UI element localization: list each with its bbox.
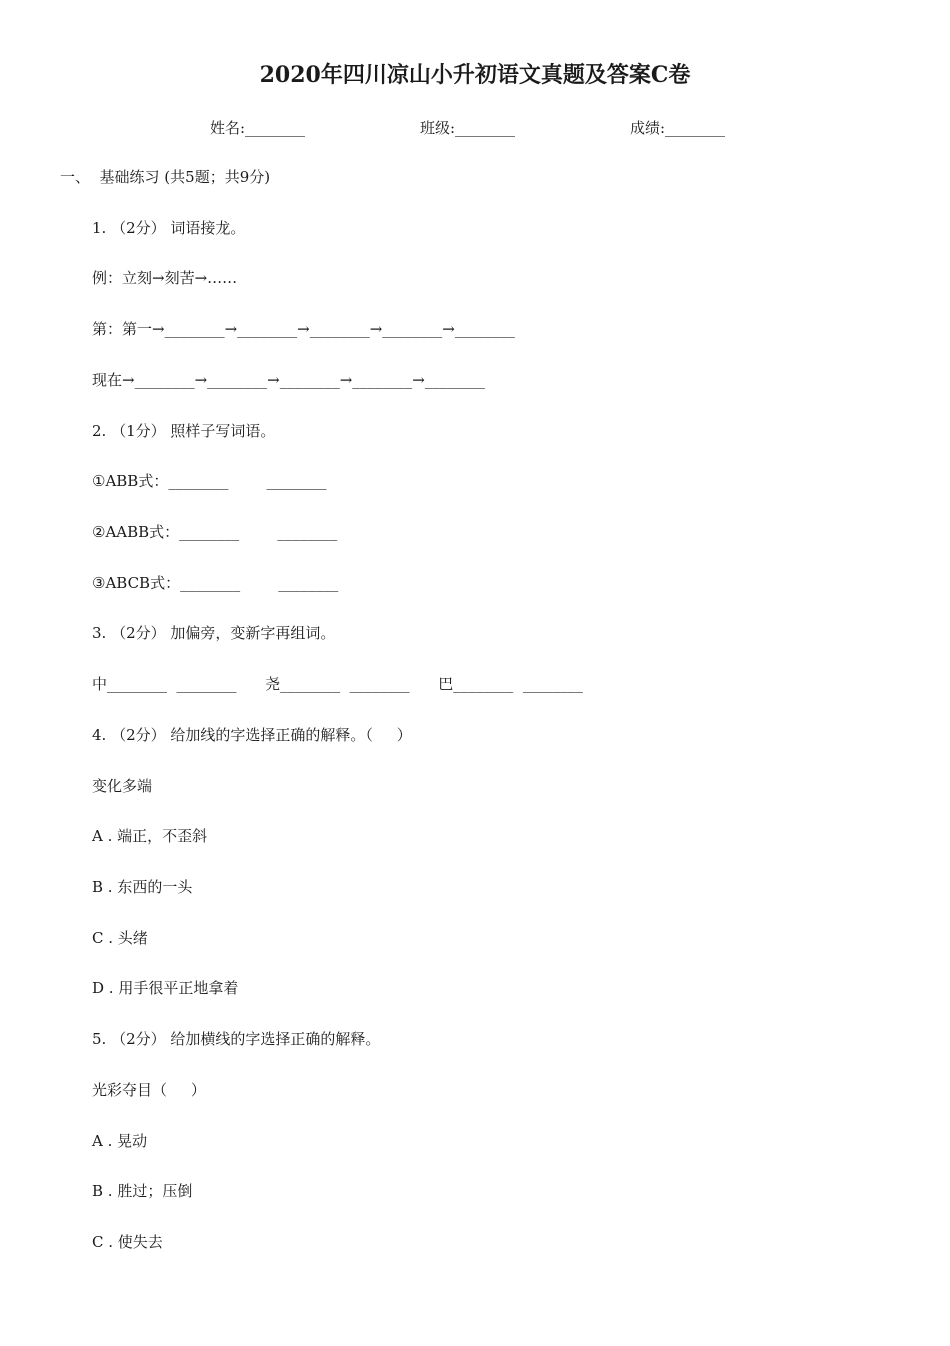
- question-3-stem: 3. （2分） 加偏旁，变新字再组词。: [92, 624, 336, 642]
- class-field[interactable]: 班级:________: [420, 119, 516, 137]
- question-2-abcb[interactable]: ③ABCB式：________ ________: [92, 574, 339, 592]
- question-1-example: 例：立刻→刻苦→……: [92, 269, 238, 287]
- question-3-answer-line[interactable]: 中________ ________ 尧________ ________ 巴________ ________: [92, 675, 583, 693]
- question-5-phrase: 光彩夺目（ ）: [92, 1081, 206, 1099]
- question-5-stem: 5. （2分） 给加横线的字选择正确的解释。: [92, 1030, 381, 1048]
- question-4-option-d[interactable]: D . 用手很平正地拿着: [92, 979, 239, 997]
- question-1-line-1[interactable]: 第：第一→________→________→________→________→________: [92, 320, 515, 338]
- question-4-option-a[interactable]: A . 端正，不歪斜: [92, 827, 208, 845]
- question-5-option-a[interactable]: A . 晃动: [92, 1132, 148, 1150]
- name-field[interactable]: 姓名:________: [210, 119, 306, 137]
- question-5-option-c[interactable]: C . 使失去: [92, 1233, 163, 1251]
- question-2-aabb[interactable]: ②AABB式：________ ________: [92, 523, 338, 541]
- question-1-line-2[interactable]: 现在→________→________→________→________→________: [92, 371, 485, 389]
- score-field[interactable]: 成绩:________: [630, 119, 726, 137]
- question-4-option-b[interactable]: B . 东西的一头: [92, 878, 193, 896]
- question-4-stem: 4. （2分） 给加线的字选择正确的解释。（ ）: [92, 726, 412, 744]
- question-1-stem: 1. （2分） 词语接龙。: [92, 219, 246, 237]
- question-4-phrase: 变化多端: [92, 777, 153, 795]
- page-title: 2020年四川凉山小升初语文真题及答案C卷: [259, 62, 691, 88]
- question-2-stem: 2. （1分） 照样子写词语。: [92, 422, 276, 440]
- question-2-abb[interactable]: ①ABB式：________ ________: [92, 472, 327, 490]
- section-heading: 一、 基础练习 (共5题；共9分): [60, 168, 271, 186]
- question-5-option-b[interactable]: B . 胜过；压倒: [92, 1182, 193, 1200]
- question-4-option-c[interactable]: C . 头绪: [92, 929, 148, 947]
